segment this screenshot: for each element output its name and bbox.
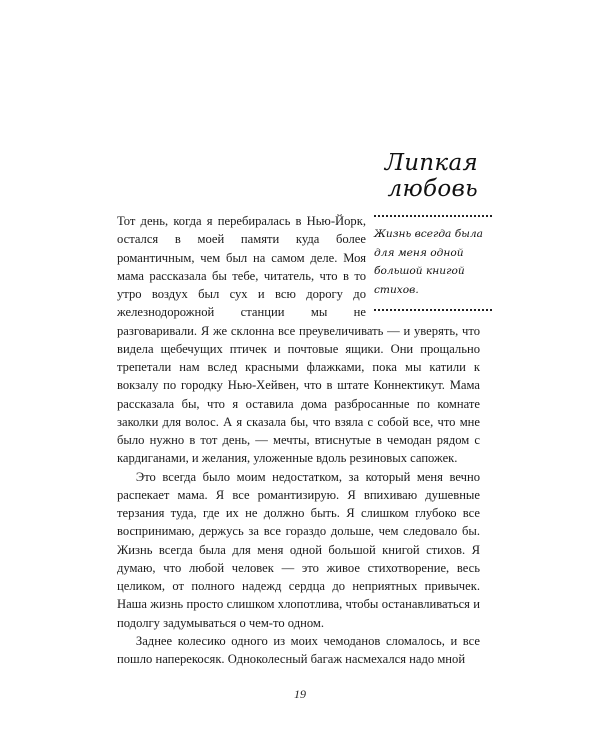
pull-quote: Жизнь всегда была для меня одной большой книгой стихов. (374, 215, 492, 311)
page-number: 19 (294, 687, 306, 701)
paragraph-3: Заднее колесико одного из моих чемоданов сломалось, и все пошло наперекосяк. Одноколесный багаж насмехался надо мной (117, 633, 480, 666)
body-text (117, 212, 483, 668)
chapter-title: Липкая любовь (384, 150, 478, 202)
paragraph-2: Это всегда было моим недостатком, за который меня вечно распекает мама. Я все романтизирую. Я впихиваю душевные терзания туда, где их не должно быть. Я слишком глубоко все воспринимаю, держусь за все гораздо дольше, чем следовало бы. Жизнь всегда была для меня одной большой книгой стихов. Я думаю, что любой человек — это живое стихотворение, весь целиком, от полного надежд сердца до неприятных привычек. Наша жизнь просто слишком хлопотлива, чтобы останавливаться и подолгу задумываться о чем-то одном. (117, 469, 480, 630)
paragraph-1: Тот день, когда я перебиралась в Нью-Йорк, остался в моей памяти куда более романтичным, чем был на самом деле. Моя мама рассказала бы тебе, читатель, что в то утро воздух был сух и всю дорогу до железнодорожной станции мы не разговаривали. Я же склонна все преувеличивать — и уверять, что видела щебечущих птичек и почтовые ящики. Они прощально трепетали нам вслед красными флажками, пока мы катили к вокзалу по городку Нью-Хейвен, что в штате Коннектикут. Мама рассказала бы, что я оставила дома разбросанные по комнате заколки для волос. А я сказала бы, что взяла с собой все, что мне было нужно в тот день, — мечты, втиснутые в чемодан рядом с кардиганами, и желания, уложенные вдоль резиновых сапожек. (117, 214, 480, 466)
